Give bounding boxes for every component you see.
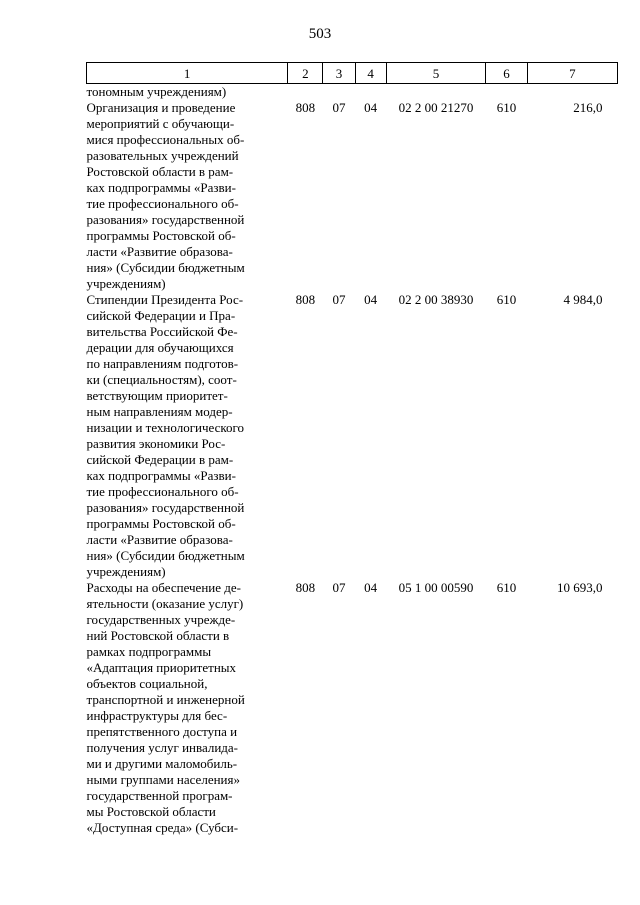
- row-description: [87, 100, 288, 292]
- column-header-1: 1: [87, 63, 288, 84]
- description-line: вительства Российской Фе-: [86, 324, 238, 339]
- description-line: ветствующим приоритет-: [86, 388, 228, 403]
- description-line: объектов социальной,: [86, 676, 208, 691]
- table-row: [87, 100, 618, 292]
- description-line: ки (специальностям), соот-: [86, 372, 237, 387]
- description-line: по направлениям подготов-: [86, 356, 239, 371]
- header-row: [87, 63, 618, 84]
- description-line: учреждениям): [86, 564, 166, 579]
- column-header-4: 4: [355, 63, 386, 84]
- column-header-5: 5: [386, 63, 486, 84]
- description-line: государственной програм-: [86, 788, 233, 803]
- description-line: ния» (Субсидии бюджетным: [86, 548, 245, 563]
- expense-type-code: 610: [496, 100, 517, 115]
- expense-type-code: 610: [496, 580, 517, 595]
- description-line: ках подпрограммы «Разви-: [86, 180, 236, 195]
- description-line: дерации для обучающихся: [86, 340, 234, 355]
- target-item-code: 05 1 00 00590: [398, 580, 474, 595]
- ministry-code: 808: [295, 292, 316, 307]
- description-line: получения услуг инвалида-: [86, 740, 238, 755]
- page-number: 503: [308, 26, 332, 42]
- description-line: мы Ростовской области: [86, 804, 216, 819]
- target-item-code: 02 2 00 21270: [398, 100, 474, 115]
- description-line: программы Ростовской об-: [86, 516, 236, 531]
- column-header-6: 6: [486, 63, 527, 84]
- expense-type-code: 610: [496, 292, 517, 307]
- table-row: [87, 292, 618, 580]
- ministry-code: 808: [295, 580, 316, 595]
- amount: 216,0: [573, 100, 603, 115]
- table-row: [87, 580, 618, 836]
- description-line: разования» государственной: [86, 212, 245, 227]
- description-line: низации и технологического: [86, 420, 245, 435]
- description-line: ласти «Развитие образова-: [86, 532, 233, 547]
- description-line: государственных учрежде-: [86, 612, 236, 627]
- description-line: инфраструктуры для бес-: [86, 708, 228, 723]
- description-line: ным направлениям модер-: [86, 404, 233, 419]
- description-line: ках подпрограммы «Разви-: [86, 468, 236, 483]
- description-line: ласти «Развитие образова-: [86, 244, 233, 259]
- continuation-row: [87, 84, 618, 101]
- description-line: Расходы на обеспечение де-: [86, 580, 241, 595]
- description-line: сийской Федерации и Пра-: [86, 308, 236, 323]
- target-item-code: 02 2 00 38930: [398, 292, 474, 307]
- description-line: тие профессионального об-: [86, 196, 239, 211]
- description-line: ными группами населения»: [86, 772, 240, 787]
- description-line: сийской Федерации в рам-: [86, 452, 234, 467]
- description-line: Стипендии Президента Рос-: [86, 292, 244, 307]
- description-line: препятственного доступа и: [86, 724, 238, 739]
- budget-table: [86, 62, 618, 836]
- description-line: мероприятий с обучающи-: [86, 116, 235, 131]
- subsection-code: 04: [364, 292, 378, 307]
- row-description: [87, 292, 288, 580]
- section-code: 07: [332, 580, 346, 595]
- description-line: развития экономики Рос-: [86, 436, 226, 451]
- description-line: разовательных учреждений: [86, 148, 239, 163]
- section-code: 07: [332, 100, 346, 115]
- description-line: ния» (Субсидии бюджетным: [86, 260, 245, 275]
- description-line: разования» государственной: [86, 500, 245, 515]
- description-line: учреждениям): [86, 276, 166, 291]
- row-description: [87, 580, 288, 836]
- continuation-text: тономным учреждениям): [86, 84, 227, 99]
- description-line: «Адаптация приоритетных: [86, 660, 237, 675]
- description-line: Ростовской области в рам-: [86, 164, 234, 179]
- subsection-code: 04: [364, 580, 378, 595]
- description-line: рамках подпрограммы: [86, 644, 212, 659]
- section-code: 07: [332, 292, 346, 307]
- column-header-7: 7: [527, 63, 617, 84]
- description-line: «Доступная среда» (Субси-: [86, 820, 239, 835]
- amount: 4 984,0: [563, 292, 603, 307]
- description-line: ятельности (оказание услуг): [86, 596, 244, 611]
- ministry-code: 808: [295, 100, 316, 115]
- description-line: транспортной и инженерной: [86, 692, 245, 707]
- column-header-2: 2: [288, 63, 323, 84]
- description-line: мися профессиональных об-: [86, 132, 245, 147]
- description-line: ний Ростовской области в: [86, 628, 230, 643]
- description-line: ми и другими маломобиль-: [86, 756, 238, 771]
- subsection-code: 04: [364, 100, 378, 115]
- column-header-3: 3: [323, 63, 355, 84]
- description-line: тие профессионального об-: [86, 484, 239, 499]
- description-line: Организация и проведение: [86, 100, 236, 115]
- amount: 10 693,0: [557, 580, 603, 595]
- description-line: программы Ростовской об-: [86, 228, 236, 243]
